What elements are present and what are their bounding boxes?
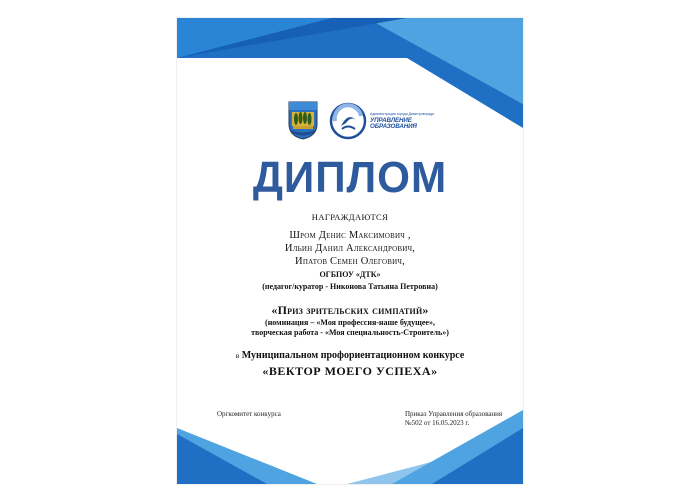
header-logos xyxy=(177,100,523,142)
organizing-committee: Оргкомитет конкурса xyxy=(217,410,281,418)
teacher-line: (педагог/куратор - Никонова Татьяна Петровна) xyxy=(262,282,438,291)
contest-text: Муниципальном профориентационном конкурсе xyxy=(239,350,465,361)
recipient-name: Ильин Данил Александрович, xyxy=(284,243,416,254)
prize-title: «Приз зрительских симпатий» xyxy=(271,303,429,317)
order-reference xyxy=(405,410,502,428)
logo-title: УПРАВЛЕНИЕ ОБРАЗОВАНИЯ xyxy=(370,116,417,130)
contest-prefix: в xyxy=(235,351,240,360)
order-number: №502 от 16.05.2023 г. xyxy=(405,418,470,427)
nomination-line: творческая работа - «Моя специальность-Строитель») xyxy=(251,328,449,337)
coat-of-arms-icon xyxy=(287,100,319,140)
nomination-line: (номинация – «Моя профессия-наше будущее», xyxy=(265,318,435,327)
education-department-logo-text xyxy=(370,113,448,130)
diploma-sheet xyxy=(177,18,523,484)
logo-caption: Администрация города Димитровграда xyxy=(370,112,434,116)
awarded-label: НАГРАЖДАЮТСЯ xyxy=(311,212,389,222)
organization-name: ОГБПОУ «ДТК» xyxy=(319,270,381,279)
order-line: Приказ Управления образования xyxy=(405,410,503,418)
recipient-name: Шром Денис Максимович , xyxy=(289,230,411,241)
contest-name: «ВЕКТОР МОЕГО УСПЕХА» xyxy=(262,364,438,378)
contest-line xyxy=(177,351,523,361)
recipient-name: Ипатов Семен Олегович, xyxy=(295,256,405,267)
education-department-logo-icon xyxy=(329,102,369,140)
diploma-title: ДИПЛОМ xyxy=(252,153,448,202)
